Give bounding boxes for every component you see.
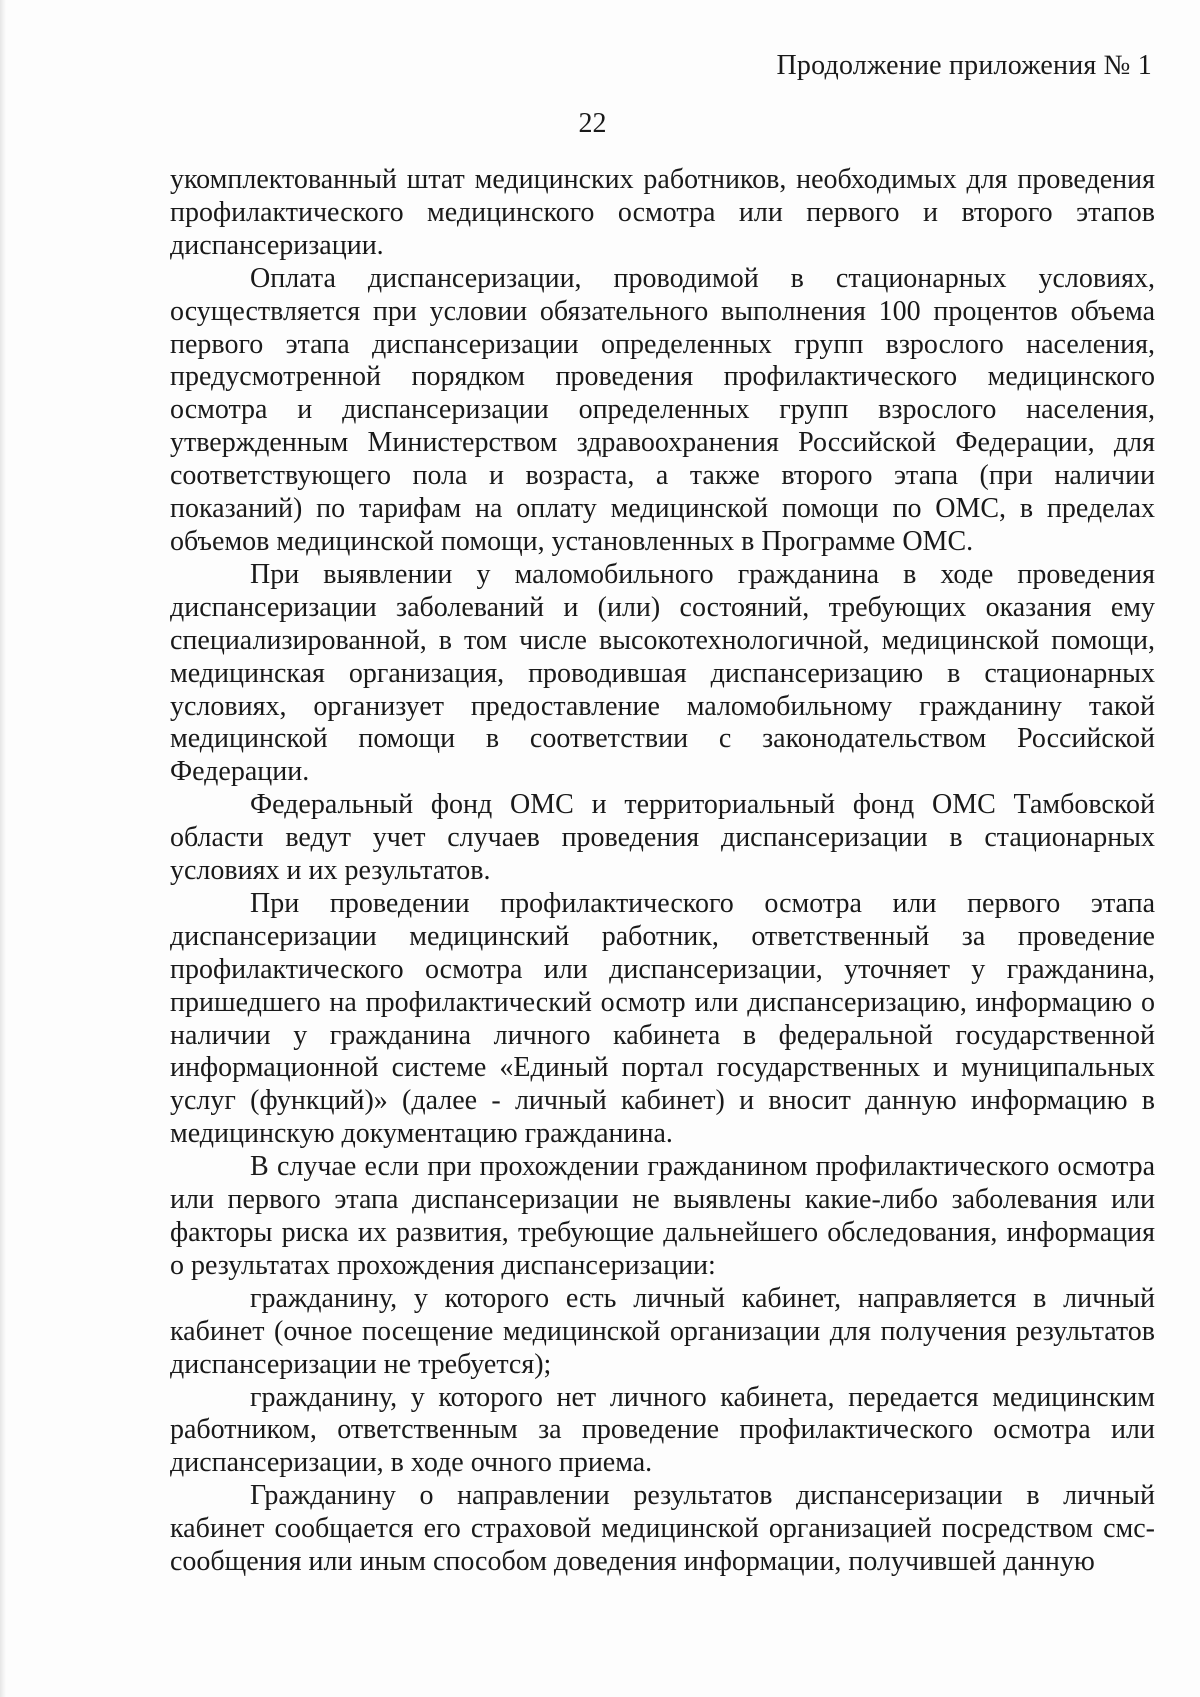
paragraph-5: При проведении профилактического осмотра или первого этапа диспансеризации медицинский работник, ответственный за проведение профилактического осмотра или диспансеризации, уточняет у гражданина, пришедшего на профилактический осмотр или диспансеризацию, информацию о наличии у гражданина личного кабинета в федеральной государственной информационной системе «Единый портал государственных и муниципальных услуг (функций)» (далее - личный кабинет) и вносит данную информацию в медицинскую документацию гражданина. xyxy=(170,887,1155,1150)
paragraph-8: гражданину, у которого нет личного кабинета, передается медицинским работником, ответственным за проведение профилактического осмотра или диспансеризации, в ходе очного приема. xyxy=(170,1381,1155,1479)
paragraph-2: Оплата диспансеризации, проводимой в стационарных условиях, осуществляется при условии обязательного выполнения 100 процентов объема первого этапа диспансеризации определенных групп взрослого населения, предусмотренной порядком проведения профилактического медицинского осмотра и диспансеризации определенных групп взрослого населения, утвержденным Министерством здравоохранения Российской Федерации, для соответствующего пола и возраста, а также второго этапа (при наличии показаний) по тарифам на оплату медицинской помощи по ОМС, в пределах объемов медицинской помощи, установленных в Программе ОМС. xyxy=(170,262,1155,557)
body-text xyxy=(170,164,1155,1579)
page-number: 22 xyxy=(578,108,607,139)
scan-shadow-edge xyxy=(0,0,6,1697)
appendix-continuation-header: Продолжение приложения № 1 xyxy=(776,50,1152,81)
paragraph-9: Гражданину о направлении результатов диспансеризации в личный кабинет сообщается его страховой медицинской организацией посредством смс-сообщения или иным способом доведения информации, получившей данную xyxy=(170,1480,1155,1578)
paragraph-4: Федеральный фонд ОМС и территориальный фонд ОМС Тамбовской области ведут учет случаев проведения диспансеризации в стационарных условиях и их результатов. xyxy=(170,789,1155,887)
paragraph-7: гражданину, у которого есть личный кабинет, направляется в личный кабинет (очное посещение медицинской организации для получения результатов диспансеризации не требуется); xyxy=(170,1282,1155,1380)
paragraph-6: В случае если при прохождении гражданином профилактического осмотра или первого этапа диспансеризации не выявлены какие-либо заболевания или факторы риска их развития, требующие дальнейшего обследования, информация о результатах прохождения диспансеризации: xyxy=(170,1151,1155,1281)
paragraph-1: укомплектованный штат медицинских работников, необходимых для проведения профилактического медицинского осмотра или первого и второго этапов диспансеризации. xyxy=(170,164,1155,261)
paragraph-3: При выявлении у маломобильного гражданина в ходе проведения диспансеризации заболеваний и (или) состояний, требующих оказания ему специализированной, в том числе высокотехнологичной, медицинской помощи, медицинская организация, проводившая диспансеризацию в стационарных условиях, организует предоставление маломобильному гражданину такой медицинской помощи в соответствии с законодательством Российской Федерации. xyxy=(170,558,1155,788)
